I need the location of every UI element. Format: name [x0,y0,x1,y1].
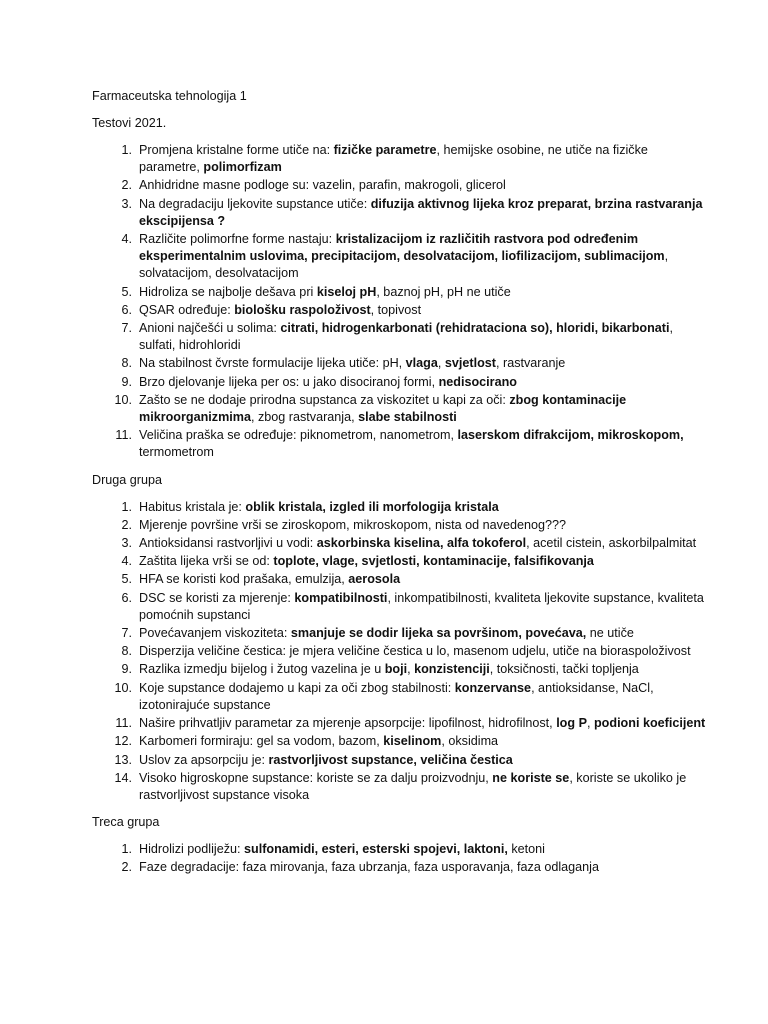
question-number: 7. [121,626,132,641]
document-subtitle: Testovi 2021. [92,116,167,130]
answer-highlight: fizičke parametre [333,143,437,157]
question-item [92,733,708,750]
answer-highlight: zbog kontaminacije mikroorganizmima [139,392,627,425]
question-item [92,680,708,714]
question-number: 5. [121,284,132,299]
question-text: Zašto se ne dodaje prirodna supstanca za viskozitet u kapi za oči: [139,392,510,407]
question-list [92,142,708,462]
question-text: , inkompatibilnosti, kvaliteta ljekovite supstance, kvaliteta pomoćnih supstanci [139,590,704,622]
question-text: Promjena kristalne forme utiče na: [139,143,334,157]
question-number: 8. [121,356,132,371]
question-item [92,661,708,678]
question-number: 13. [114,752,132,767]
question-text: Faze degradacije: faza mirovanja, faza ubrzanja, faza usporavanja, faza odlaganja [139,860,599,875]
question-item [92,284,708,301]
answer-highlight: smanjuje se dodir lijeka sa površinom, povećava, [290,626,587,641]
question-item [92,392,708,426]
question-text: , antioksidanse, NaCl, izotonirajuće supstance [139,680,654,712]
question-item [92,625,708,642]
question-text: Brzo djelovanje lijeka per os: u jako disociranoj formi, [139,374,439,389]
question-number: 3. [121,536,132,551]
question-text: Antioksidansi rastvorljivi u vodi: [139,536,317,551]
question-number: 1. [121,499,132,514]
question-item [92,374,708,391]
question-text: Na degradaciju ljekovite supstance utiče: [139,196,371,211]
question-text: ne utiče [586,626,634,641]
question-number: 2. [121,517,132,532]
question-item [92,499,708,516]
answer-highlight: difuzija aktivnog lijeka kroz preparat, brzina rastvaranja ekscipijensa ? [139,196,703,228]
question-text: Razlika izmedju bijelog i žutog vazelina je u [139,662,385,677]
question-text: Visoko higroskopne supstance: koriste se za dalju proizvodnju, [139,770,493,785]
question-number: 11. [115,428,132,443]
question-text: DSC se koristi za mjerenje: [139,590,295,605]
answer-highlight: log P [556,716,587,731]
question-number: 4. [121,554,132,569]
question-item [92,643,708,660]
question-number: 9. [121,374,132,389]
question-text: , koriste se ukoliko je rastvorljivost supstance visoka [139,770,687,802]
question-text: Anhidridne masne podloge su: vazelin, parafin, makrogoli, glicerol [139,178,506,193]
question-text: , sulfati, hidrohloridi [139,321,673,353]
answer-highlight: polimorfizam [203,160,282,175]
answer-highlight: askorbinska kiselina, alfa tokoferol [316,536,527,551]
question-item [92,320,708,354]
question-text: QSAR određuje: [139,302,235,317]
question-item [92,142,708,176]
question-number: 11. [115,716,132,731]
question-item [92,427,708,461]
question-number: 10. [114,392,132,407]
question-text: Veličina praška se određuje: piknometrom, nanometrom, [139,428,458,443]
question-text: , acetil cistein, askorbilpalmitat [526,536,697,551]
answer-highlight: svjetlost [444,356,496,371]
answer-highlight: citrati, hidrogenkarbonati (rehidrataciona so), hloridi, bikarbonati [280,321,670,336]
question-text: Hidrolizi podliježu: [139,842,244,857]
question-text: , rastvaranje [496,356,566,371]
question-number: 10. [114,680,132,695]
question-item [92,535,708,552]
answer-highlight: ne koriste se [492,770,570,785]
question-text: Koje supstance dodajemo u kapi za oči zbog stabilnosti: [139,680,455,695]
answer-highlight: vlaga [405,356,438,371]
question-text: , [407,662,415,677]
question-text: Disperzija veličine čestica: je mjera veličine čestica u lo, masenom udjelu, utiče na bioraspoloživost [139,644,691,659]
group-heading: Druga grupa [92,472,163,487]
question-item [92,196,708,230]
question-number: 1. [121,143,132,157]
question-number: 2. [121,178,132,193]
question-text: Anioni najčešći u solima: [139,321,281,336]
answer-highlight: kompatibilnosti [294,590,388,605]
question-number: 8. [121,644,132,659]
question-text: Uslov za apsorpciju je: [139,752,269,767]
question-text: Povećavanjem viskoziteta: [139,626,291,641]
answer-highlight: sulfonamidi, esteri, esterski spojevi, laktoni, [244,842,508,857]
answer-highlight: boji [384,662,408,677]
question-item [92,859,708,876]
question-number: 12. [114,734,132,749]
question-text: , topivost [370,302,422,317]
question-text: termometrom [139,445,214,460]
answer-highlight: kristalizacijom iz različitih rastvora pod određenim eksperimentalnim uslovima, precipitacijom, desolvatacijom, liofilizacijom, sublimacijom [139,232,665,264]
answer-highlight: podioni koeficijent [593,716,706,731]
question-text: Naširе prihvatljiv parametar za mjerenje apsorpcije: lipofilnost, hidrofilnost, [139,716,557,731]
question-text: HFA se koristi kod prašaka, emulzija, [139,572,349,587]
question-number: 7. [121,321,132,336]
question-item [92,841,708,858]
question-item [92,177,708,194]
answer-highlight: nedisocirano [438,374,517,389]
question-text: , solvatacijom, desolvatacijom [139,249,669,281]
question-groups [92,142,708,877]
question-number: 14. [114,770,132,785]
answer-highlight: aerosola [348,572,401,587]
question-text: Različite polimorfne forme nastaju: [139,232,336,247]
answer-highlight: laserskom difrakcijom, mikroskopom, [457,428,684,443]
answer-highlight: biološku raspoloživost [234,302,371,317]
answer-highlight: rastvorljivost supstance, veličina čestica [268,752,513,767]
question-text: Zaštita lijeka vrši se od: [139,554,274,569]
question-text: , zbog rastvaranja, [250,410,359,425]
answer-highlight: kiselinom [383,734,442,749]
question-number: 6. [121,590,132,605]
question-text: Na stabilnost čvrste formulacije lijeka utiče: pH, [139,356,406,371]
question-item [92,590,708,624]
document-title: Farmaceutska tehnologija 1 [92,89,247,103]
question-item [92,553,708,570]
question-number: 1. [121,842,132,857]
question-text: , hemijske osobine, ne utiče na fizičke parametre, [139,143,648,175]
answer-highlight: kiseloj pH [316,284,377,299]
question-item [92,571,708,588]
question-list [92,841,708,876]
question-text: , oksidima [441,734,499,749]
question-text: Mjerenje površine vrši se ziroskopom, mikroskopom, nista od navedenog??? [139,517,566,532]
group-heading: Treca grupa [92,815,160,830]
question-list [92,499,708,804]
question-text: Karbomeri formiraju: gel sa vodom, bazom, [139,734,384,749]
question-item [92,752,708,769]
question-item [92,231,708,283]
question-text: ketoni [507,842,545,857]
question-item [92,715,708,732]
answer-highlight: slabe stabilnosti [358,410,457,425]
answer-highlight: oblik kristala, izgled ili morfologija kristala [245,499,499,514]
question-item [92,355,708,372]
question-item [92,302,708,319]
question-number: 2. [121,860,132,875]
question-text: Habitus kristala je: [139,499,246,514]
question-item [92,770,708,804]
answer-highlight: toplote, vlage, svjetlosti, kontaminacije, falsifikovanja [273,554,594,569]
question-number: 4. [121,232,132,247]
question-item [92,517,708,534]
question-text: , baznoj pH, pH ne utiče [376,284,511,299]
question-number: 6. [121,302,132,317]
answer-highlight: konzistenciji [414,662,490,677]
answer-highlight: konzervanse [454,680,532,695]
question-number: 9. [121,662,132,677]
question-text: , [437,356,445,371]
question-number: 3. [121,196,132,211]
question-number: 5. [121,572,132,587]
question-text: Hidroliza se najbolje dešava pri [139,284,317,299]
question-text: , [586,716,594,731]
question-text: , toksičnosti, tački topljenja [489,662,639,677]
